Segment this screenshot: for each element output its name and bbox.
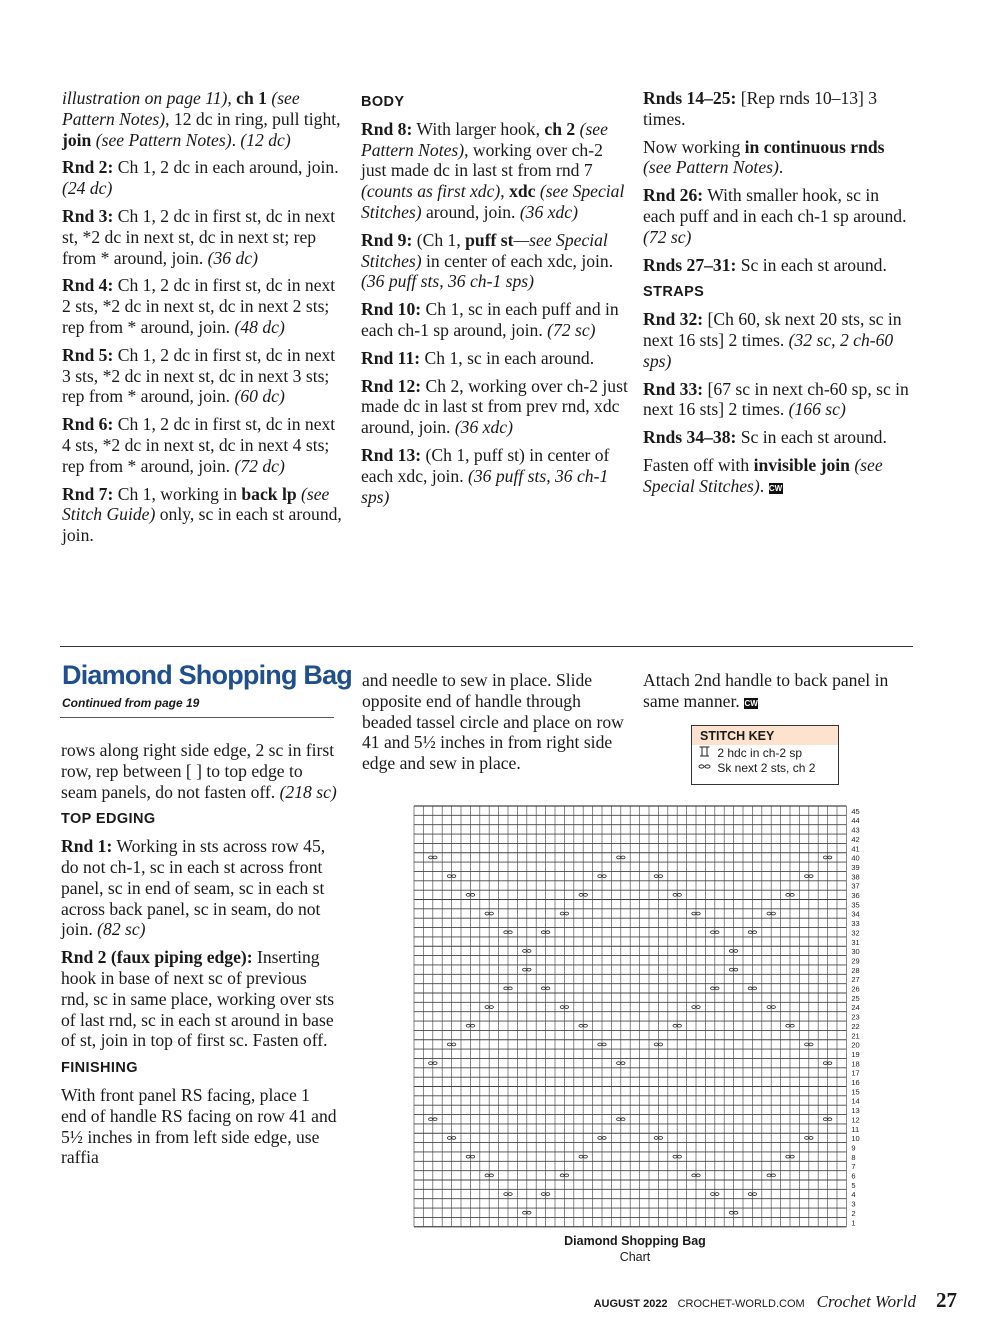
instruction-paragraph (61, 740, 337, 802)
chart-row-label: 8 (851, 1152, 856, 1162)
chart-row-label: 38 (851, 872, 860, 882)
instruction-paragraph (361, 119, 629, 223)
text-run: Ch 1, 2 dc in first st, dc in next 2 sts, *2 dc in next st, dc in next 2 sts; rep from * around, join. (62, 275, 336, 337)
text-run: —see Special Stitches) (361, 229, 608, 271)
text-run: Rnd 7: (62, 483, 114, 504)
chart-row-label: 10 (851, 1134, 860, 1144)
text-run: (72 sc) (643, 226, 692, 247)
instruction-paragraph (643, 309, 915, 371)
stitch-chart (410, 802, 870, 1230)
title-underline (60, 717, 334, 718)
text-run: Rnd 13: (361, 444, 422, 465)
text-run: invisible join (753, 454, 850, 475)
text-run: (see Pattern Notes) (643, 157, 779, 178)
chart-row-label: 20 (851, 1040, 860, 1050)
text-run: and needle to sew in place. Slide opposite end of handle through beaded tassel circle and place on row 41 and 5½ inches in from right side edge and sew in place. (362, 670, 624, 774)
text-run: back lp (241, 483, 297, 504)
chart-row-label: 22 (851, 1021, 860, 1031)
chart-row-label: 23 (851, 1012, 860, 1022)
chart-row-label: 34 (851, 909, 860, 919)
chart-row-label: 7 (851, 1162, 856, 1172)
continued-note: Continued from page 19 (62, 696, 200, 710)
text-run: (see Special Stitches) (643, 454, 883, 496)
chart-row-label: 2 (851, 1208, 856, 1218)
chart-row-label: 39 (851, 862, 860, 872)
instruction-paragraph (61, 947, 337, 1051)
text-run: Rnd 2: (62, 157, 114, 178)
footer-site: CROCHET-WORLD.COM (677, 1298, 805, 1310)
subheading: TOP EDGING (61, 811, 156, 828)
text-run: in center of each xdc, join. (421, 250, 614, 271)
text-run: Fasten off with (643, 454, 754, 475)
text-run: (218 sc) (279, 781, 337, 802)
text-run: (60 dc) (234, 386, 285, 407)
chart-row-label: 36 (851, 891, 860, 900)
subheading: STRAPS (643, 284, 705, 301)
chart-row-label: 17 (851, 1068, 860, 1078)
instruction-paragraph (643, 185, 915, 247)
text-run: With smaller hook, sc in each puff and in each ch-1 sp around. (643, 185, 907, 226)
text-run: Rnd 9: (361, 229, 413, 250)
stitch-key-label: Sk next 2 sts, ch 2 (717, 761, 816, 775)
text-run: (36 dc) (207, 247, 258, 268)
text-run: (Ch 1, (412, 229, 466, 250)
text-run: Rnd 4: (62, 275, 114, 296)
chart-row-label: 35 (851, 900, 860, 910)
chart-row-label: 11 (851, 1124, 860, 1134)
footer-date: AUGUST 2022 (593, 1298, 668, 1310)
chart-row-label: 33 (851, 919, 860, 929)
text-run: Working in sts across row 45, do not ch-1, sc in each st across front panel, sc in end of seam, sc in each st across back panel, sc in seam, do not join. (61, 836, 326, 940)
chart-row-label: 4 (851, 1190, 856, 1200)
text-run: Rnds 27–31: (643, 254, 737, 275)
text-run: (see Pattern Notes) (361, 118, 608, 160)
text-run: Rnds 34–38: (643, 427, 737, 448)
chain-symbol-icon (698, 761, 714, 775)
page-number: 27 (936, 1288, 957, 1312)
text-run: xdc (509, 181, 536, 202)
two-hdc-symbol-icon (698, 746, 714, 760)
text-run: rows along right side edge, 2 sc in first row, rep between [ ] to top edge to seam panels, do not fasten off. (61, 740, 335, 802)
instruction-paragraph (643, 379, 915, 421)
text-run: (see Pattern Notes) (62, 88, 300, 129)
stitch-key-label: 2 hdc in ch-2 sp (717, 746, 803, 760)
chart-row-label: 9 (851, 1143, 856, 1153)
text-run: Inserting hook in base of next sc of previous rnd, sc in same place, working over sts of last rnd, sc in each st around in base of st, join in top of first sc. Fasten off. (61, 947, 335, 1051)
stitch-key-item (692, 760, 838, 775)
chart-row-label: 21 (851, 1031, 860, 1041)
text-run: (82 sc) (97, 919, 146, 940)
text-run: With larger hook, (412, 118, 545, 139)
text-run: only, sc in each st around, join. (62, 504, 342, 546)
text-run: With front panel RS facing, place 1 end of handle RS facing on row 41 and 5½ inches in from left side edge, use raffia (61, 1084, 337, 1168)
text-run: join (62, 129, 92, 150)
instruction-paragraph (361, 230, 629, 292)
chart-row-label: 29 (851, 956, 860, 966)
text-run: Ch 1, 2 dc in first st, dc in next st, *2 dc in next st, dc in next st; rep from * around, join. (62, 205, 336, 268)
text-run: Rnds 14–25: (643, 88, 737, 108)
text-run: (Ch 1, puff st) in center of each xdc, join. (361, 444, 610, 486)
text-run: (36 xdc) (519, 201, 578, 222)
text-run: Ch 1, sc in each puff and in each ch-1 sp around, join. (361, 299, 619, 340)
instruction-paragraph (361, 445, 629, 507)
text-run: (36 xdc) (454, 417, 513, 438)
text-run: [Rep rnds 10–13] 3 times. (643, 88, 878, 129)
chart-row-label: 43 (851, 825, 860, 835)
text-run: Ch 1, sc in each around. (420, 347, 595, 368)
chart-row-label: 30 (851, 947, 860, 957)
instruction-paragraph (361, 299, 629, 341)
text-run: Rnd 2 (faux piping edge): (61, 947, 253, 968)
text-run: Ch 2, working over ch-2 just made dc in last st from prev rnd, xdc around, join. (361, 375, 628, 438)
section-divider (60, 646, 913, 647)
text-run: Rnd 1: (61, 836, 113, 857)
text-run: Rnd 6: (62, 414, 114, 435)
instruction-paragraph (643, 455, 915, 497)
chart-row-label: 26 (851, 984, 860, 994)
text-run: Ch 1, 2 dc in first st, dc in next 3 sts, *2 dc in next st, dc in next 3 sts; rep from * around, join. (62, 344, 336, 407)
chart-row-label: 12 (851, 1115, 860, 1125)
column-left-top (62, 88, 344, 553)
text-run: [67 sc in next ch-60 sp, sc in next 16 sts] 2 times. (643, 378, 909, 420)
text-run: (see Pattern Notes) (91, 129, 232, 150)
text-run: [Ch 60, sk next 20 sts, sc in next 16 sts] 2 times. (643, 309, 902, 350)
chart-row-label: 44 (851, 816, 860, 826)
instruction-paragraph (643, 255, 915, 276)
text-run: (see Stitch Guide) (62, 483, 330, 525)
chart-row-label: 16 (851, 1078, 860, 1087)
instruction-paragraph (62, 414, 344, 476)
text-run: Sc in each st around. (736, 254, 887, 275)
text-run: Rnd 26: (643, 185, 704, 206)
text-run: , 12 dc in ring, pull tight, (165, 108, 341, 129)
text-run: Now working (643, 136, 745, 157)
text-run: ch 1 (236, 88, 267, 108)
text-run: . (778, 157, 784, 178)
chart-row-label: 13 (851, 1106, 860, 1116)
column-middle-top (361, 88, 629, 514)
cw-end-mark-icon: CW (744, 698, 758, 708)
chart-row-label: 24 (851, 1003, 860, 1013)
chart-row-label: 28 (851, 965, 860, 975)
text-run: . (759, 475, 769, 496)
text-run: Rnd 8: (361, 118, 413, 139)
chart-row-label: 45 (851, 806, 860, 816)
text-run: (36 puff sts, 36 ch-1 sps) (361, 271, 534, 292)
text-run: (72 sc) (547, 319, 596, 340)
chart-row-label: 6 (851, 1171, 856, 1181)
text-run: Ch 1, working in (113, 483, 242, 504)
text-run: Sc in each st around. (736, 427, 887, 448)
instruction-paragraph (61, 836, 337, 940)
text-run: around, join. (421, 201, 520, 222)
text-run: (32 sc, 2 ch-60 sps) (643, 329, 894, 371)
text-run: Ch 1, 2 dc in first st, dc in next 4 sts, *2 dc in next st, dc in next 4 sts; rep from * around, join. (62, 414, 336, 476)
chart-row-label: 1 (851, 1218, 856, 1228)
text-run: ch 2 (544, 118, 576, 139)
chart-title: Diamond Shopping Bag (564, 1234, 706, 1248)
instruction-paragraph (62, 275, 344, 337)
chart-row-label: 27 (851, 975, 860, 985)
text-run: Rnd 33: (643, 378, 704, 399)
text-run: (24 dc) (62, 178, 113, 199)
chart-row-label: 31 (851, 937, 860, 947)
subheading: BODY (361, 94, 405, 110)
text-run: . (231, 129, 241, 150)
instruction-paragraph (62, 88, 344, 150)
instruction-paragraph (643, 137, 915, 179)
chart-row-label: 18 (851, 1059, 860, 1069)
instruction-paragraph (643, 427, 915, 448)
text-run: illustration on page 11), (62, 88, 237, 108)
column-right-top (643, 88, 915, 504)
text-run: (see Special Stitches) (361, 181, 625, 222)
text-run: Rnd 10: (361, 299, 422, 320)
text-run: (counts as first xdc) (361, 181, 501, 202)
chart-row-label: 3 (851, 1199, 856, 1209)
text-run: Ch 1, 2 dc in each around, join. (113, 157, 339, 178)
text-run: in continuous rnds (744, 136, 885, 157)
instruction-paragraph (361, 376, 629, 438)
text-run: Attach 2nd handle to back panel in same manner. (643, 670, 889, 711)
chart-row-label: 37 (851, 881, 860, 891)
text-run: Rnd 12: (361, 375, 422, 396)
chart-row-label: 19 (851, 1049, 860, 1059)
text-run: , (500, 181, 510, 202)
chart-row-label: 5 (851, 1180, 856, 1190)
instruction-paragraph (62, 206, 344, 268)
stitch-key-item (692, 745, 838, 760)
text-run: Rnd 5: (62, 344, 114, 365)
instruction-paragraph (61, 1085, 337, 1168)
instruction-paragraph (362, 670, 634, 774)
text-run: Rnd 3: (62, 205, 114, 226)
instruction-paragraph (361, 348, 629, 369)
cw-end-mark-icon: CW (768, 483, 783, 493)
text-run: , working over ch-2 just made dc in last st from rnd 7 (361, 139, 603, 181)
chart-row-label: 32 (851, 928, 860, 938)
chart-row-label: 14 (851, 1096, 860, 1106)
text-run: (72 dc) (234, 455, 285, 476)
chart-subtitle: Chart (619, 1250, 651, 1264)
text-run: (36 puff sts, 36 ch-1 sps) (361, 465, 609, 507)
instruction-paragraph (62, 484, 344, 546)
text-run: (48 dc) (234, 316, 285, 337)
text-run: Rnd 11: (361, 347, 421, 368)
text-run: (12 dc) (240, 129, 291, 150)
column-right-bottom (643, 670, 915, 719)
text-run: (166 sc) (788, 399, 846, 420)
chart-row-label: 15 (851, 1087, 860, 1097)
chart-row-label: 40 (851, 853, 860, 863)
stitch-key-box (691, 725, 839, 785)
chart-row-label: 42 (851, 834, 860, 844)
column-middle-bottom (362, 670, 634, 781)
text-run: puff st (465, 229, 514, 250)
instruction-paragraph (62, 157, 344, 199)
stitch-key-title: STITCH KEY (692, 726, 838, 745)
instruction-paragraph (62, 345, 344, 407)
instruction-paragraph (643, 88, 915, 130)
instruction-paragraph (643, 670, 915, 712)
footer-magazine: Crochet World (816, 1292, 916, 1311)
column-left-bottom (61, 740, 337, 1175)
chart-row-label: 25 (851, 993, 860, 1003)
text-run: Rnd 32: (643, 309, 704, 330)
section-title: Diamond Shopping Bag (62, 660, 352, 690)
subheading: FINISHING (61, 1060, 138, 1077)
page-footer (594, 1288, 957, 1313)
chart-row-label: 41 (851, 844, 860, 854)
